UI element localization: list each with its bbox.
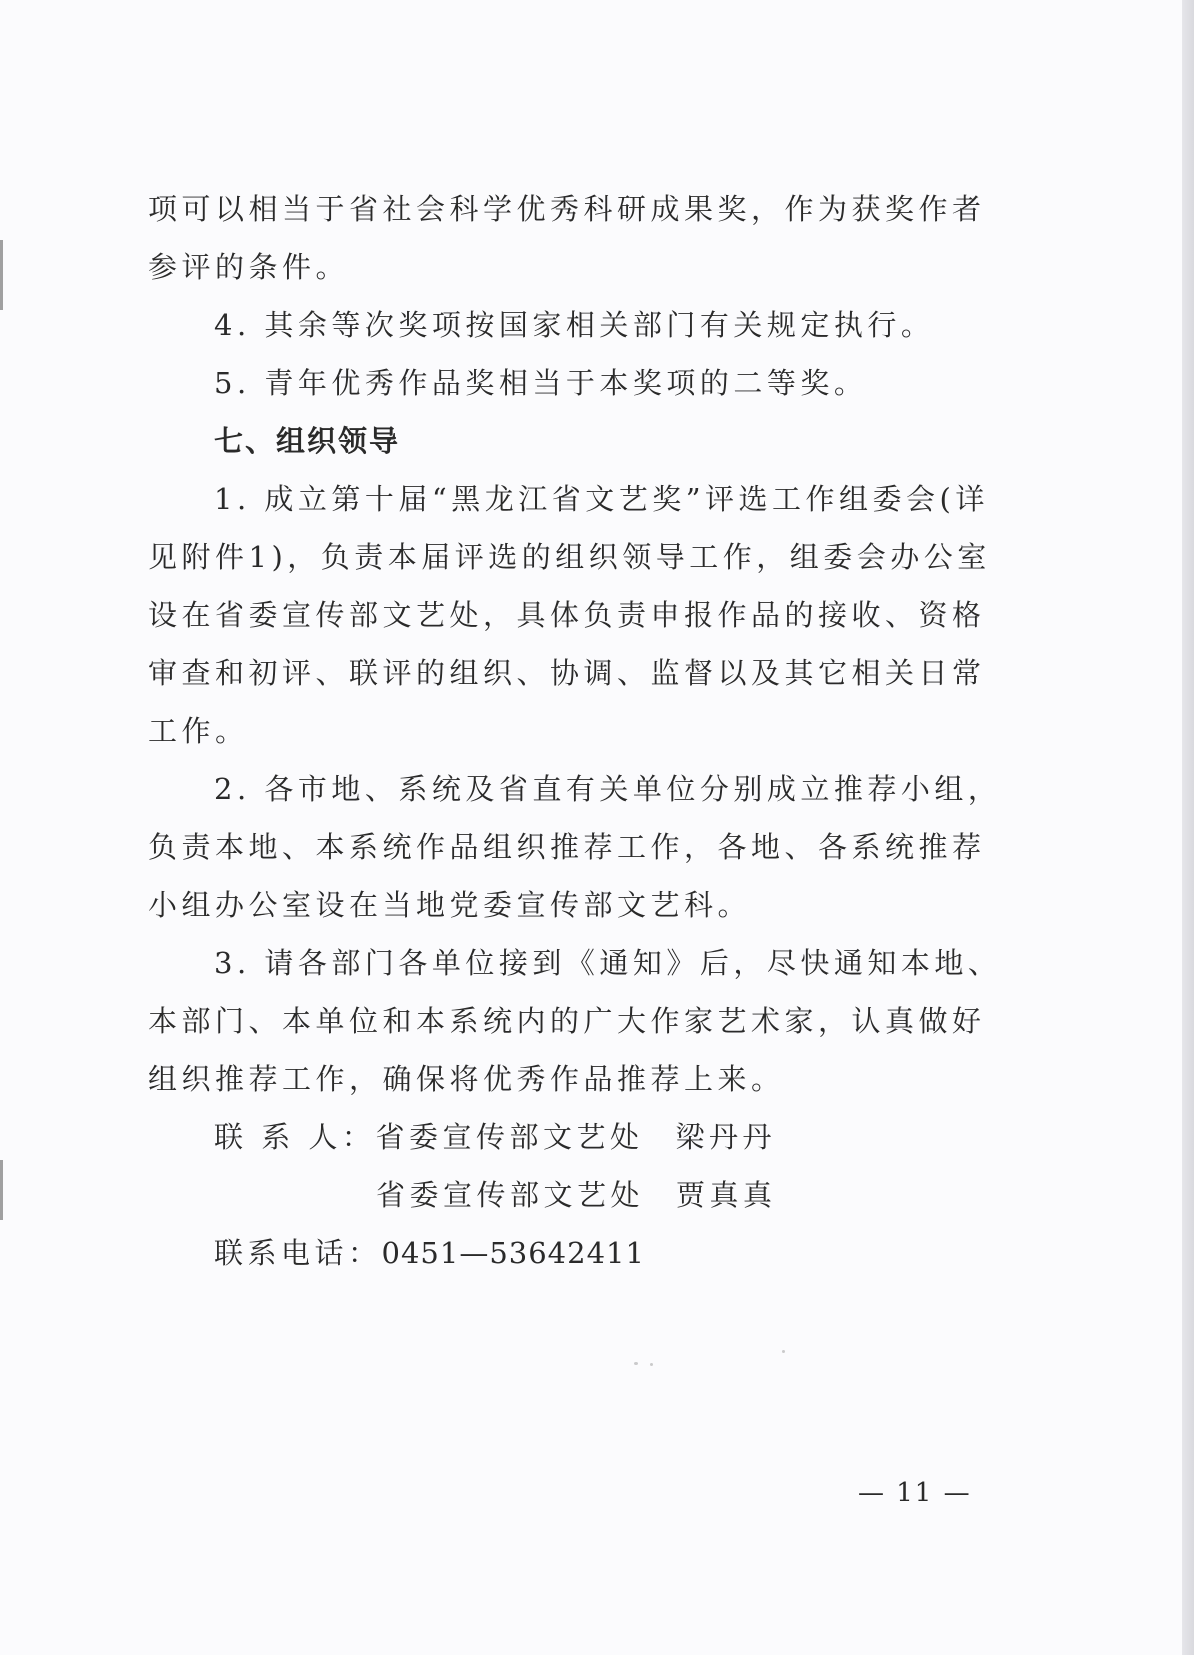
- section-item-1: 1. 成立第十届“黑龙江省文艺奖”评选工作组委会(详见附件1)，负责本届评选的组织领导工作，组委会办公室设在省委宣传部文艺处，具体负责申报作品的接收、资格审查和初评、联评的组织、协调、监督以及其它相关日常工作。: [148, 482, 991, 748]
- contact-dept: 省委宣传部文艺处: [376, 1178, 645, 1212]
- page-number: — 11 —: [858, 1478, 972, 1508]
- phone-label: 联系电话：: [214, 1236, 382, 1270]
- section-item-3: 3. 请各部门各单位接到《通知》后，尽快通知本地、本部门、本单位和本系统内的广大作家艺术家，认真做好组织推荐工作，确保将优秀作品推荐上来。: [148, 946, 1002, 1096]
- paragraph-item-5: 5. 青年优秀作品奖相当于本奖项的二等奖。: [214, 366, 868, 400]
- scan-speck: [650, 1363, 653, 1366]
- scan-speck: [634, 1362, 638, 1365]
- section-item-2: 2. 各市地、系统及省直有关单位分别成立推荐小组，负责本地、本系统作品组织推荐工作，各地、各系统推荐小组办公室设在当地党委宣传部文艺科。: [148, 772, 1002, 922]
- section-heading: 七、组织领导: [214, 424, 401, 458]
- page-edge: [1182, 0, 1194, 1655]
- contact-phone-row: [148, 1224, 1016, 1282]
- contact-row-1: [148, 1108, 1016, 1166]
- scan-speck: [782, 1350, 785, 1353]
- contact-label: 联 系 人：: [214, 1120, 376, 1154]
- contact-dept: 省委宣传部文艺处: [375, 1120, 644, 1154]
- paragraph-continuation: 项可以相当于省社会科学优秀科研成果奖，作为获奖作者参评的条件。: [148, 192, 986, 284]
- paragraph-item-4: 4. 其余等次奖项按国家相关部门有关规定执行。: [214, 308, 935, 342]
- contact-row-2: [148, 1166, 1016, 1224]
- scan-edge-mark: [0, 240, 3, 310]
- document-body: [148, 180, 1016, 1282]
- contact-name: 梁丹丹: [675, 1120, 776, 1154]
- scan-edge-mark: [0, 1160, 3, 1220]
- contact-name: 贾真真: [676, 1178, 777, 1212]
- phone-number: 0451—53642411: [381, 1236, 645, 1270]
